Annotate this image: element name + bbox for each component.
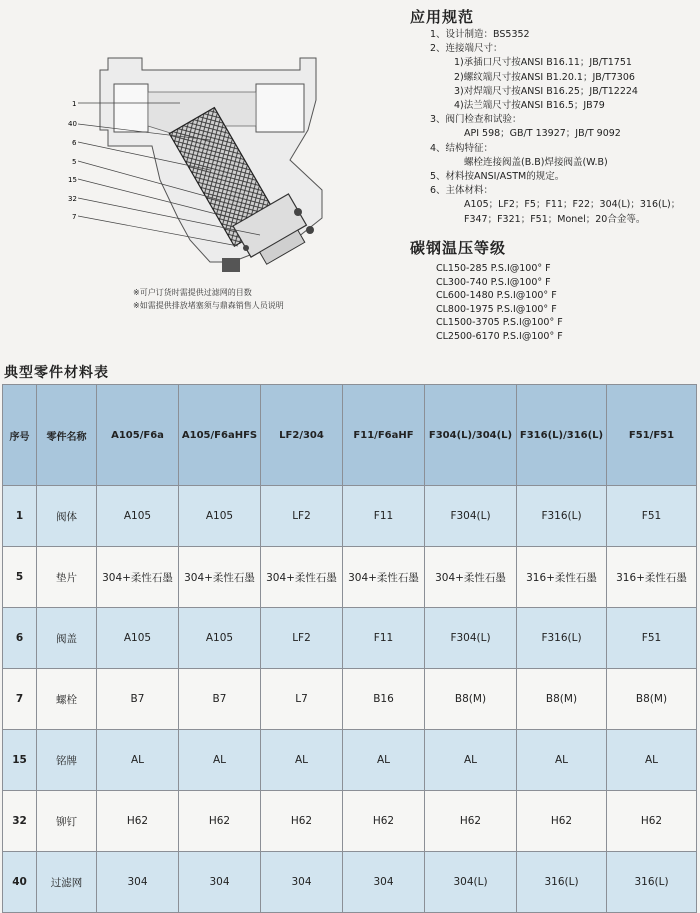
header-cell: F304(L)/304(L) [425, 385, 517, 486]
spec-item: 6、主体材料： [430, 185, 494, 197]
spec-item: 3、阀门检查和试验： [430, 114, 522, 126]
part-number: 5 [3, 547, 37, 608]
header-cell: LF2/304 [261, 385, 343, 486]
drawing-notes [133, 286, 284, 312]
table-cell: H62 [425, 791, 517, 852]
table-cell: 316(L) [517, 852, 607, 913]
table-cell: 316+柔性石墨 [607, 547, 697, 608]
table-cell: 304 [97, 852, 179, 913]
rating-item: CL2500-6170 P.S.I@100° F [436, 330, 563, 342]
table-cell: F304(L) [425, 486, 517, 547]
table-cell: B8(M) [425, 669, 517, 730]
header-cell: A105/F6a [97, 385, 179, 486]
table-cell: AL [517, 730, 607, 791]
spec-item: 1)承插口尺寸按ANSI B16.11；JB/T1751 [454, 57, 632, 69]
callout-32: 32 [68, 195, 77, 203]
parts-table-title: 典型零件材料表 [4, 365, 109, 381]
table-cell: AL [179, 730, 261, 791]
table-cell: 304+柔性石墨 [425, 547, 517, 608]
part-number: 15 [3, 730, 37, 791]
table-cell: H62 [343, 791, 425, 852]
table-cell: AL [425, 730, 517, 791]
spec-list [430, 28, 680, 227]
table-cell: AL [607, 730, 697, 791]
table-cell: F304(L) [425, 608, 517, 669]
table-cell: B8(M) [607, 669, 697, 730]
callout-7: 7 [72, 213, 77, 221]
note-1: ※可户订货时需提供过滤网的目数 [133, 288, 252, 297]
spec-item: 1、设计制造：BS5352 [430, 29, 530, 40]
table-cell: AL [343, 730, 425, 791]
table-cell: AL [261, 730, 343, 791]
note-2: ※如需提供排放堵塞须与鼎森销售人员说明 [133, 301, 284, 310]
table-cell: F316(L) [517, 608, 607, 669]
table-cell: 304+柔性石墨 [261, 547, 343, 608]
table-row [3, 669, 697, 730]
part-name: 阀体 [37, 486, 97, 547]
spec-item: A105；LF2；F5；F11；F22；304(L)；316(L)； [464, 199, 681, 211]
table-cell: B7 [97, 669, 179, 730]
table-cell: 316(L) [607, 852, 697, 913]
table-cell: 304+柔性石墨 [179, 547, 261, 608]
table-cell: F316(L) [517, 486, 607, 547]
table-cell: H62 [179, 791, 261, 852]
rating-list [436, 262, 563, 343]
rating-item: CL800-1975 P.S.I@100° F [436, 303, 557, 315]
table-cell: LF2 [261, 608, 343, 669]
rating-item: CL300-740 P.S.I@100° F [436, 276, 551, 288]
rating-item: CL1500-3705 P.S.I@100° F [436, 317, 563, 328]
spec-item: 5、材料按ANSI/ASTM的规定。 [430, 171, 565, 183]
table-cell: F11 [343, 608, 425, 669]
table-cell: L7 [261, 669, 343, 730]
table-cell: F51 [607, 486, 697, 547]
table-cell: 304+柔性石墨 [97, 547, 179, 608]
spec-item: API 598；GB/T 13927；JB/T 9092 [464, 128, 621, 140]
parts-material-table [2, 384, 697, 913]
table-cell: H62 [517, 791, 607, 852]
table-cell: B7 [179, 669, 261, 730]
table-cell: 304 [179, 852, 261, 913]
table-cell: F51 [607, 608, 697, 669]
table-row [3, 547, 697, 608]
spec-item: 4、结构特征： [430, 142, 494, 154]
table-cell: H62 [607, 791, 697, 852]
header-cell: 零件名称 [37, 385, 97, 486]
header-cell: F316(L)/316(L) [517, 385, 607, 486]
table-cell: 304 [343, 852, 425, 913]
rating-title: 碳钢温压等级 [410, 239, 507, 257]
part-name: 铆钉 [37, 791, 97, 852]
table-header-row [3, 385, 697, 486]
part-name: 铭牌 [37, 730, 97, 791]
table-cell: H62 [97, 791, 179, 852]
callout-40: 40 [68, 120, 77, 128]
table-cell: A105 [179, 486, 261, 547]
table-cell: 304+柔性石墨 [343, 547, 425, 608]
table-cell: B8(M) [517, 669, 607, 730]
callout-15: 15 [68, 176, 77, 184]
spec-item: 2)螺纹端尺寸按ANSI B1.20.1；JB/T7306 [454, 71, 635, 83]
spec-item: 4)法兰端尺寸按ANSI B16.5；JB79 [454, 100, 605, 112]
table-row [3, 486, 697, 547]
table-cell: 316+柔性石墨 [517, 547, 607, 608]
rating-item: CL600-1480 P.S.I@100° F [436, 290, 557, 301]
part-number: 1 [3, 486, 37, 547]
rating-item: CL150-285 P.S.I@100° F [436, 263, 551, 274]
valve-section-drawing [60, 40, 360, 280]
table-cell: B16 [343, 669, 425, 730]
table-row [3, 791, 697, 852]
spec-item: F347；F321；F51；Monel；20合金等。 [464, 213, 646, 225]
callout-1: 1 [72, 100, 77, 108]
part-name: 螺栓 [37, 669, 97, 730]
spec-title: 应用规范 [410, 8, 475, 26]
table-cell: LF2 [261, 486, 343, 547]
spec-item: 2、连接端尺寸： [430, 43, 503, 55]
callout-6: 6 [72, 139, 77, 147]
table-row [3, 730, 697, 791]
table-cell: A105 [97, 608, 179, 669]
part-number: 7 [3, 669, 37, 730]
header-cell: F11/F6aHF [343, 385, 425, 486]
part-number: 40 [3, 852, 37, 913]
table-cell: A105 [179, 608, 261, 669]
table-cell: A105 [97, 486, 179, 547]
table-cell: F11 [343, 486, 425, 547]
part-name: 垫片 [37, 547, 97, 608]
spec-item: 螺栓连接阀盖(B.B)焊接阀盖(W.B) [464, 156, 608, 168]
table-cell: 304 [261, 852, 343, 913]
part-number: 32 [3, 791, 37, 852]
y-strainer-cross-section [60, 40, 360, 280]
spec-item: 3)对焊端尺寸按ANSI B16.25；JB/T12224 [454, 85, 638, 97]
header-cell: F51/F51 [607, 385, 697, 486]
table-row [3, 852, 697, 913]
part-name: 过滤网 [37, 852, 97, 913]
part-name: 阀盖 [37, 608, 97, 669]
table-cell: H62 [261, 791, 343, 852]
callout-5: 5 [72, 158, 77, 166]
table-cell: 304(L) [425, 852, 517, 913]
table-cell: AL [97, 730, 179, 791]
part-number: 6 [3, 608, 37, 669]
header-cell: 序号 [3, 385, 37, 486]
header-cell: A105/F6aHFS [179, 385, 261, 486]
table-row [3, 608, 697, 669]
